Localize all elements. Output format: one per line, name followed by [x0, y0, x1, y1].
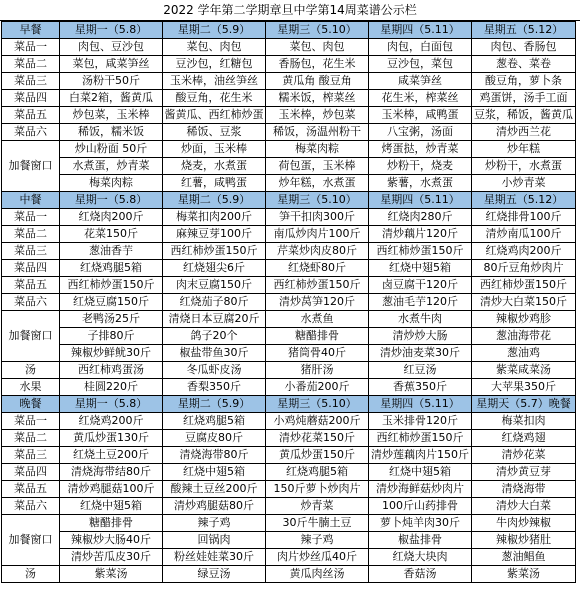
- dish-cell: 清炒花菜: [472, 447, 576, 464]
- table-row: [2, 158, 576, 175]
- dish-cell: 稀饭、豆浆: [163, 124, 266, 141]
- day-header: 星期四（5.11）: [369, 396, 472, 413]
- dish-cell: 肉包，白面包: [369, 39, 472, 56]
- soup-cell: 黄瓜肉丝汤: [266, 566, 369, 583]
- dish-cell: 豆腐皮80斤: [163, 430, 266, 447]
- dish-label: 菜品一: [2, 39, 60, 56]
- day-header: 星期五（5.12）: [472, 22, 576, 39]
- dish-cell: 菜包，咸菜笋丝: [60, 56, 163, 73]
- dish-cell: 红烧中翅5箱: [60, 498, 163, 515]
- soup-label: 汤: [2, 362, 60, 379]
- day-header: 星期四（5.11）: [369, 192, 472, 209]
- day-header: 星期二（5.9）: [163, 192, 266, 209]
- dish-cell: 红烧肉280斤: [369, 209, 472, 226]
- dish-cell: 稀饭，汤温州粉干: [266, 124, 369, 141]
- extra-window-cell: 清炒炒大肠: [369, 328, 472, 345]
- table-row: [2, 430, 576, 447]
- table-row: [2, 345, 576, 362]
- dish-cell: 红烧虾80斤: [266, 260, 369, 277]
- soup-cell: 紫菜汤: [60, 566, 163, 583]
- dish-cell: 清炒莴笋120斤: [266, 294, 369, 311]
- fruit-cell: 香梨350斤: [163, 379, 266, 396]
- dish-cell: 玉米排骨120斤: [369, 413, 472, 430]
- dish-cell: 酸豆角，花生米: [163, 90, 266, 107]
- table-row: [2, 243, 576, 260]
- day-header: 星期五（5.12）: [472, 192, 576, 209]
- dinner-header-row: [2, 396, 576, 413]
- extra-window-cell: 辣椒炒鸡胗: [472, 311, 576, 328]
- dish-cell: 红烧排骨100斤: [472, 209, 576, 226]
- extra-window-cell: 葱油海带花: [472, 328, 576, 345]
- fruit-cell: 大苹果350斤: [472, 379, 576, 396]
- dish-cell: 西红柿炒蛋150斤: [369, 243, 472, 260]
- dish-cell: 糯米饭，榨菜丝: [266, 90, 369, 107]
- soup-cell: 紫菜汤: [472, 566, 576, 583]
- dish-cell: 红烧鸡腿5箱: [60, 260, 163, 277]
- table-row: [2, 311, 576, 328]
- soup-cell: 西红柿鸡蛋汤: [60, 362, 163, 379]
- dish-cell: 红烧翅尖6斤: [163, 260, 266, 277]
- table-row: [2, 328, 576, 345]
- dish-cell: 清炒花菜150斤: [266, 430, 369, 447]
- dish-cell: 梅菜扣肉200斤: [163, 209, 266, 226]
- table-row: [2, 515, 576, 532]
- dish-label: 菜品四: [2, 464, 60, 481]
- fruit-cell: 小番茄200斤: [266, 379, 369, 396]
- dish-cell: 花菜150斤: [60, 226, 163, 243]
- dish-cell: 红烧豆腐150斤: [60, 294, 163, 311]
- dish-cell: 香肠包，花生米: [266, 56, 369, 73]
- extra-window-cell: 荷包蛋，玉米棒: [266, 158, 369, 175]
- dish-cell: 红烧中翅5箱: [369, 464, 472, 481]
- dish-cell: 肉末豆腐150斤: [163, 277, 266, 294]
- extra-window-cell: 椒盐排骨: [369, 532, 472, 549]
- dish-cell: 清炒大白菜: [472, 498, 576, 515]
- extra-window-cell: 糖醋排骨: [60, 515, 163, 532]
- dish-cell: 80斤豆角炒肉片: [472, 260, 576, 277]
- dish-cell: 花生米，榨菜丝: [369, 90, 472, 107]
- dish-cell: 清烧海带: [472, 481, 576, 498]
- table-row: [2, 566, 576, 583]
- soup-cell: 绿豆汤: [163, 566, 266, 583]
- dish-label: 菜品五: [2, 481, 60, 498]
- extra-window-cell: 炒山粉面 50斤: [60, 141, 163, 158]
- extra-window-cell: 炒年糕，水煮蛋: [266, 175, 369, 192]
- table-row: [2, 413, 576, 430]
- extra-window-cell: 回锅肉: [163, 532, 266, 549]
- extra-window-cell: 烧麦，水煮蛋: [163, 158, 266, 175]
- table-row: [2, 379, 576, 396]
- table-row: [2, 532, 576, 549]
- day-header: 星期二（5.9）: [163, 396, 266, 413]
- dish-label: 菜品五: [2, 277, 60, 294]
- page-title: 2022 学年第二学期章旦中学第14周菜谱公示栏: [0, 0, 580, 21]
- table-row: [2, 447, 576, 464]
- dish-cell: 100斤山药排骨: [369, 498, 472, 515]
- dish-cell: 八宝粥，汤面: [369, 124, 472, 141]
- dish-cell: 红烧中翅5箱: [163, 464, 266, 481]
- dish-cell: 黄瓜炒蛋130斤: [60, 430, 163, 447]
- dish-cell: 芹菜炒肉皮80斤: [266, 243, 369, 260]
- day-header: 星期三（5.10）: [266, 22, 369, 39]
- fruit-cell: 香蕉350斤: [369, 379, 472, 396]
- table-row: [2, 209, 576, 226]
- breakfast-section-label: 早餐: [2, 22, 60, 39]
- dish-cell: 梅菜扣肉: [472, 413, 576, 430]
- extra-window-cell: 清炒油麦菜30斤: [369, 345, 472, 362]
- dish-cell: 清炒鸡腿菇100斤: [60, 481, 163, 498]
- dish-label: 菜品四: [2, 260, 60, 277]
- dish-label: 菜品四: [2, 90, 60, 107]
- day-header: 星期一（5.8）: [60, 22, 163, 39]
- dish-cell: 黄瓜炒蛋150斤: [266, 447, 369, 464]
- day-header: 星期一（5.8）: [60, 192, 163, 209]
- dish-cell: 玉米棒，炒包菜: [266, 107, 369, 124]
- table-row: [2, 464, 576, 481]
- extra-window-cell: 炒面，玉米棒: [163, 141, 266, 158]
- dish-cell: 葱油香芋: [60, 243, 163, 260]
- dish-cell: 白菜2箱，酱黄瓜: [60, 90, 163, 107]
- dish-cell: 豆沙包，红糖包: [163, 56, 266, 73]
- dish-cell: 肉包、豆沙包: [60, 39, 163, 56]
- extra-window-cell: 萝卜炖羊肉30斤: [369, 515, 472, 532]
- extra-window-cell: 小炒青菜: [472, 175, 576, 192]
- dish-cell: 红烧茄子80斤: [163, 294, 266, 311]
- dish-cell: 炒青菜: [266, 498, 369, 515]
- day-header: 星期三（5.10）: [266, 396, 369, 413]
- extra-window-cell: 梅菜肉粽: [266, 141, 369, 158]
- dish-cell: 玉米棒，油丝笋丝: [163, 73, 266, 90]
- table-row: [2, 90, 576, 107]
- extra-window-cell: 红烧大块肉: [369, 549, 472, 566]
- fruit-cell: 桂圆220斤: [60, 379, 163, 396]
- lunch-header-row: [2, 192, 576, 209]
- dinner-section-label: 晚餐: [2, 396, 60, 413]
- extra-window-cell: 辣椒炒鲜鱿30斤: [60, 345, 163, 362]
- soup-cell: 冬瓜虾皮汤: [163, 362, 266, 379]
- extra-window-cell: 炒粉干，水煮蛋: [472, 158, 576, 175]
- extra-window-cell: 水煮鱼: [266, 311, 369, 328]
- dish-cell: 清烧海带结80斤: [60, 464, 163, 481]
- table-row: [2, 73, 576, 90]
- extra-window-label: 加餐窗口: [2, 141, 60, 192]
- dish-cell: 清炒黄豆芽: [472, 464, 576, 481]
- dish-cell: 豆沙包，菜包: [369, 56, 472, 73]
- day-header: 星期一（5.8）: [60, 396, 163, 413]
- dish-cell: 150斤萝卜炒肉片: [266, 481, 369, 498]
- extra-window-label: 加餐窗口: [2, 515, 60, 566]
- dish-cell: 汤粉干50斤: [60, 73, 163, 90]
- dish-cell: 菜包、肉包: [266, 39, 369, 56]
- dish-cell: 红烧中翅5箱: [369, 260, 472, 277]
- soup-cell: 紫菜咸菜汤: [472, 362, 576, 379]
- extra-window-cell: 水煮牛肉: [369, 311, 472, 328]
- dish-cell: 清炒西兰花: [472, 124, 576, 141]
- dish-cell: 清炒大白菜150斤: [472, 294, 576, 311]
- table-row: [2, 56, 576, 73]
- dish-cell: 酸辣土豆丝200斤: [163, 481, 266, 498]
- dish-cell: 酱黄瓜、西红柿炒蛋: [163, 107, 266, 124]
- soup-cell: 猪肝汤: [266, 362, 369, 379]
- dish-cell: 西红柿炒蛋150斤: [266, 277, 369, 294]
- dish-cell: 葱卷、菜卷: [472, 56, 576, 73]
- dish-cell: 小鸡炖蘑菇200斤: [266, 413, 369, 430]
- day-header: 星期二（5.9）: [163, 22, 266, 39]
- extra-window-cell: 辣子鸡: [163, 515, 266, 532]
- extra-window-cell: 红薯，咸鸭蛋: [163, 175, 266, 192]
- dish-label: 菜品三: [2, 243, 60, 260]
- dish-cell: 红烧鸡肉200斤: [472, 243, 576, 260]
- table-row: [2, 277, 576, 294]
- dish-cell: 笋干扣肉300斤: [266, 209, 369, 226]
- dish-cell: 清炒鸡腿菇80斤: [163, 498, 266, 515]
- dish-cell: 西红柿炒蛋150斤: [163, 243, 266, 260]
- dish-cell: 肉包、香肠包: [472, 39, 576, 56]
- extra-window-cell: 牛肉炒辣椒: [472, 515, 576, 532]
- soup-cell: 香菇汤: [369, 566, 472, 583]
- extra-window-label: 加餐窗口: [2, 311, 60, 362]
- extra-window-cell: 子排80斤: [60, 328, 163, 345]
- extra-window-cell: 清炒苦瓜皮30斤: [60, 549, 163, 566]
- table-row: [2, 124, 576, 141]
- dish-cell: 卤豆腐干120斤: [369, 277, 472, 294]
- extra-window-cell: 老鸭汤25斤: [60, 311, 163, 328]
- dish-cell: 黄瓜角 酸豆角: [266, 73, 369, 90]
- dish-cell: 咸菜笋丝: [369, 73, 472, 90]
- extra-window-cell: 梅菜肉粽: [60, 175, 163, 192]
- dish-label: 菜品六: [2, 124, 60, 141]
- extra-window-cell: 葱油鸡: [472, 345, 576, 362]
- dish-label: 菜品三: [2, 73, 60, 90]
- dish-cell: 菜包、肉包: [163, 39, 266, 56]
- dish-cell: 清炒藕片120斤: [369, 226, 472, 243]
- extra-window-cell: 清烧日本豆腐20斤: [163, 311, 266, 328]
- table-row: [2, 107, 576, 124]
- dish-cell: 红烧鸡200斤: [60, 413, 163, 430]
- dish-label: 菜品二: [2, 226, 60, 243]
- lunch-section-label: 中餐: [2, 192, 60, 209]
- dish-label: 菜品二: [2, 56, 60, 73]
- extra-window-cell: 烤蛋挞，炒青菜: [369, 141, 472, 158]
- dish-cell: 炒包菜，玉米棒: [60, 107, 163, 124]
- day-header: 星期三（5.10）: [266, 192, 369, 209]
- table-row: [2, 226, 576, 243]
- extra-window-cell: 辣椒炒猪肚: [472, 532, 576, 549]
- dish-label: 菜品六: [2, 498, 60, 515]
- table-row: [2, 141, 576, 158]
- dish-cell: 西红柿炒蛋150斤: [369, 430, 472, 447]
- dish-cell: 红烧鸡腿5箱: [163, 413, 266, 430]
- dish-cell: 红烧肉200斤: [60, 209, 163, 226]
- table-row: [2, 294, 576, 311]
- dish-cell: 鸡蛋饼，汤手工面: [472, 90, 576, 107]
- extra-window-cell: 炒年糕: [472, 141, 576, 158]
- extra-window-cell: 葱油鲳鱼: [472, 549, 576, 566]
- dish-cell: 清炒莲藕肉片150斤: [369, 447, 472, 464]
- extra-window-cell: 鸽子20个: [163, 328, 266, 345]
- dish-cell: 清烧海带80斤: [163, 447, 266, 464]
- table-row: [2, 362, 576, 379]
- dish-cell: 酸豆角，萝卜条: [472, 73, 576, 90]
- table-row: [2, 260, 576, 277]
- dish-cell: 西红柿炒蛋150斤: [60, 277, 163, 294]
- extra-window-cell: 辣椒炒大肠40斤: [60, 532, 163, 549]
- soup-label: 汤: [2, 566, 60, 583]
- dish-cell: 红烧鸡腿5箱: [266, 464, 369, 481]
- menu-table: [1, 21, 576, 583]
- extra-window-cell: 肉片炒丝瓜40斤: [266, 549, 369, 566]
- dish-cell: 红烧鸡翅: [472, 430, 576, 447]
- dish-cell: 西红柿炒蛋150斤: [472, 277, 576, 294]
- fruit-label: 水果: [2, 379, 60, 396]
- extra-window-cell: 紫薯，水煮蛋: [369, 175, 472, 192]
- dish-label: 菜品一: [2, 209, 60, 226]
- table-row: [2, 549, 576, 566]
- day-header: 星期四（5.11）: [369, 22, 472, 39]
- dish-cell: 清炒海鲜菇炒肉片: [369, 481, 472, 498]
- dish-label: 菜品五: [2, 107, 60, 124]
- dish-cell: 豆浆，稀饭，酱黄瓜: [472, 107, 576, 124]
- extra-window-cell: 椒盐带鱼30斤: [163, 345, 266, 362]
- dish-label: 菜品三: [2, 447, 60, 464]
- dish-label: 菜品一: [2, 413, 60, 430]
- table-row: [2, 498, 576, 515]
- breakfast-header-row: [2, 22, 576, 39]
- table-row: [2, 481, 576, 498]
- extra-window-cell: 粉丝娃娃菜30斤: [163, 549, 266, 566]
- dish-cell: 麻辣豆芽100斤: [163, 226, 266, 243]
- extra-window-cell: 水煮蛋，炒青菜: [60, 158, 163, 175]
- extra-window-cell: 辣子鸡: [266, 532, 369, 549]
- extra-window-cell: 猪筒骨40斤: [266, 345, 369, 362]
- dish-cell: 玉米棒，咸鸭蛋: [369, 107, 472, 124]
- day-header: 星期天（5.7）晚餐: [472, 396, 576, 413]
- table-row: [2, 175, 576, 192]
- extra-window-cell: 炒粉干，烧麦: [369, 158, 472, 175]
- soup-cell: 红豆汤: [369, 362, 472, 379]
- dish-cell: 南瓜炒肉片100斤: [266, 226, 369, 243]
- extra-window-cell: 糖醋排骨: [266, 328, 369, 345]
- dish-label: 菜品六: [2, 294, 60, 311]
- table-row: [2, 39, 576, 56]
- dish-label: 菜品二: [2, 430, 60, 447]
- dish-cell: 清炒南瓜100斤: [472, 226, 576, 243]
- dish-cell: 稀饭，糯米饭: [60, 124, 163, 141]
- extra-window-cell: 30斤牛腩土豆: [266, 515, 369, 532]
- dish-cell: 葱油毛芋120斤: [369, 294, 472, 311]
- dish-cell: 红烧土豆200斤: [60, 447, 163, 464]
